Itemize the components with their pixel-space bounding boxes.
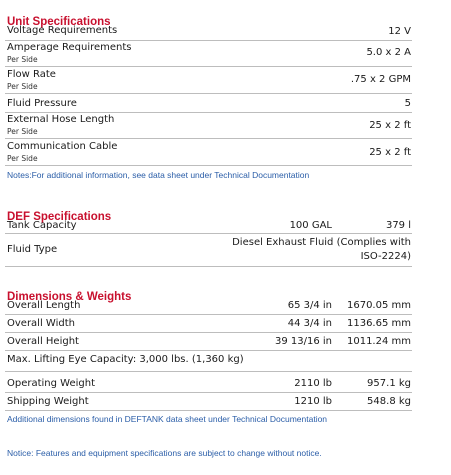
hose-length-label: External Hose Length (7, 114, 115, 125)
flow-rate-label: Flow Rate (7, 69, 56, 80)
tank-capacity-label: Tank Capacity (7, 220, 77, 231)
separator (5, 410, 412, 411)
def-specs-heading: DEF Specifications (7, 211, 112, 223)
separator (5, 392, 412, 393)
separator (5, 332, 412, 333)
separator (5, 314, 412, 315)
separator (5, 233, 412, 234)
overall-height-metric: 1011.24 mm (346, 336, 411, 347)
overall-width-imperial: 44 3/4 in (287, 318, 332, 329)
amperage-sub: Per Side (7, 55, 38, 64)
operating-weight-imperial: 2110 lb (294, 378, 332, 389)
comm-cable-value: 25 x 2 ft (369, 147, 411, 158)
separator (5, 93, 412, 94)
overall-width-metric: 1136.65 mm (346, 318, 411, 329)
operating-weight-label: Operating Weight (7, 378, 96, 389)
unit-specs-note: Notes:For additional information, see data sheet under Technical Documentation (7, 170, 310, 180)
separator (5, 350, 412, 351)
overall-height-label: Overall Height (7, 336, 79, 347)
hose-length-value: 25 x 2 ft (369, 120, 411, 131)
fluid-type-label: Fluid Type (7, 244, 58, 255)
comm-cable-sub: Per Side (7, 154, 38, 163)
separator (5, 66, 412, 67)
shipping-weight-label: Shipping Weight (7, 396, 89, 407)
separator (5, 266, 412, 267)
dimensions-heading: Dimensions & Weights (7, 291, 132, 303)
fluid-pressure-label: Fluid Pressure (7, 98, 77, 109)
footer-notice: Notice: Features and equipment specifications are subject to change without notice. (7, 448, 322, 458)
voltage-label: Voltage Requirements (7, 25, 118, 36)
separator (5, 165, 412, 166)
amperage-label: Amperage Requirements (7, 42, 132, 53)
overall-length-imperial: 65 3/4 in (287, 300, 332, 311)
unit-specs-heading: Unit Specifications (7, 16, 111, 28)
dimensions-note: Additional dimensions found in DEFTANK data sheet under Technical Documentation (7, 414, 328, 424)
tank-capacity-metric: 379 l (385, 220, 411, 231)
tank-capacity-imperial: 100 GAL (289, 220, 332, 231)
operating-weight-metric: 957.1 kg (367, 378, 411, 389)
overall-width-label: Overall Width (7, 318, 75, 329)
lifting-capacity-text: Max. Lifting Eye Capacity: 3,000 lbs. (1,360 kg) (7, 354, 244, 365)
overall-height-imperial: 39 13/16 in (274, 336, 332, 347)
flow-rate-sub: Per Side (7, 82, 38, 91)
voltage-value: 12 V (388, 26, 411, 37)
separator (5, 371, 412, 372)
fluid-pressure-value: 5 (404, 98, 411, 109)
comm-cable-label: Communication Cable (7, 141, 118, 152)
fluid-type-value: Diesel Exhaust Fluid (Complies with ISO-2224) (232, 237, 411, 262)
separator (5, 138, 412, 139)
hose-length-sub: Per Side (7, 127, 38, 136)
shipping-weight-metric: 548.8 kg (367, 396, 411, 407)
overall-length-metric: 1670.05 mm (346, 300, 411, 311)
shipping-weight-imperial: 1210 lb (294, 396, 332, 407)
separator (5, 40, 412, 41)
amperage-value: 5.0 x 2 A (366, 47, 411, 58)
separator (5, 112, 412, 113)
flow-rate-value: .75 x 2 GPM (350, 74, 411, 85)
overall-length-label: Overall Length (7, 300, 81, 311)
